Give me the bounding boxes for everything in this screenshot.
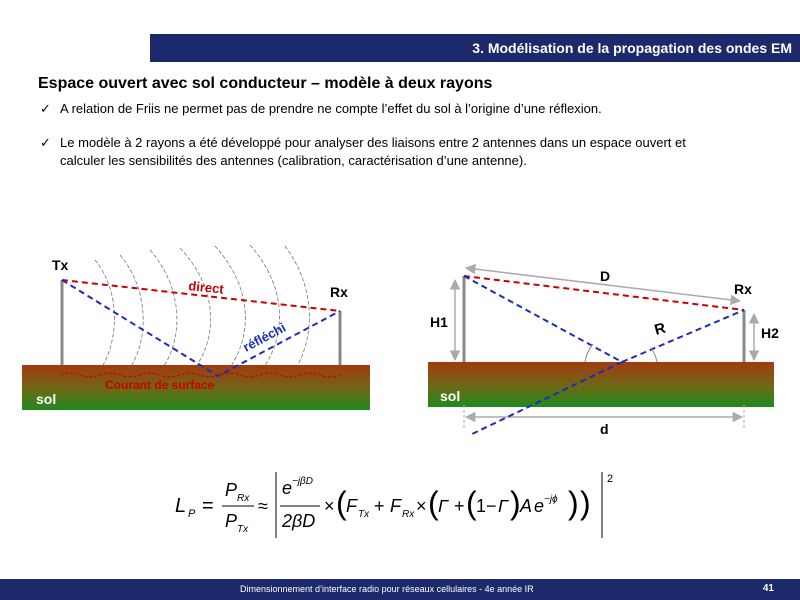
power-two: 2 — [607, 473, 614, 485]
ground-block — [428, 362, 774, 407]
ground-label: sol — [440, 388, 461, 404]
footer-bar — [0, 579, 800, 600]
svg-text:): ) — [580, 485, 591, 521]
bullet-text-line-2: calculer les sensibilités des antennes (calibration, caractérisation d’une antenne). — [60, 153, 527, 168]
ratio-denominator-sub: Tx — [237, 524, 249, 535]
exp2-sup: −jϕ — [544, 494, 558, 505]
f-tx-sub: Tx — [358, 509, 370, 520]
svg-text:(: ( — [466, 485, 477, 521]
direct-label: direct — [187, 278, 225, 297]
exp-numerator-sup: −jβD — [292, 476, 313, 487]
reflected-ray — [464, 276, 744, 362]
ratio-numerator: P — [225, 480, 238, 500]
h1-label: H1 — [430, 314, 448, 330]
one-minus: 1− — [476, 496, 497, 516]
right-diagram — [428, 268, 779, 437]
rx-label: Rx — [330, 284, 348, 300]
formula-lhs: L — [175, 495, 187, 517]
f-rx: F — [390, 496, 401, 516]
path-loss-formula — [170, 470, 630, 540]
ratio-numerator-sub: Rx — [237, 493, 250, 504]
slide-subtitle: Espace ouvert avec sol conducteur – modèle à deux rayons — [38, 75, 493, 92]
section-title: 3. Modélisation de la propagation des ondes EM — [472, 40, 792, 56]
h2-label: H2 — [761, 325, 779, 341]
plus-symbol: + — [374, 496, 385, 516]
svg-text:+: + — [454, 496, 465, 516]
reflected-label: réfléchi — [240, 319, 289, 355]
gamma-symbol: Γ — [498, 496, 509, 516]
svg-text:(: ( — [336, 485, 347, 521]
reflected-ray — [62, 280, 340, 376]
tx-label: Tx — [52, 257, 69, 273]
reflection-angle-arc — [651, 348, 657, 362]
approx-symbol: ≈ — [258, 496, 268, 516]
svg-text:=: = — [202, 495, 214, 517]
exp2-base: e — [534, 496, 545, 516]
check-icon: ✓ — [40, 135, 51, 150]
ground-distance-label: d — [600, 421, 609, 437]
svg-text:): ) — [568, 485, 579, 521]
exp-denominator: 2βD — [282, 511, 316, 531]
check-icon: ✓ — [40, 101, 51, 116]
f-tx: F — [346, 496, 357, 516]
footer-text: Dimensionnement d’interface radio pour réseaux cellulaires - 4e année IR — [240, 584, 534, 594]
svg-text:(: ( — [428, 485, 439, 521]
page-number: 41 — [762, 583, 774, 594]
gamma-symbol: Γ — [438, 496, 449, 516]
distance-d-label: D — [600, 268, 611, 284]
f-rx-sub: Rx — [402, 509, 415, 520]
left-diagram — [22, 245, 370, 410]
svg-text:×: × — [416, 496, 427, 516]
surface-current-label: Courant de surface — [105, 378, 215, 392]
formula-lhs-sub: P — [188, 508, 196, 520]
ratio-denominator: P — [225, 511, 238, 531]
ground-label: sol — [36, 391, 57, 407]
rx-label: Rx — [734, 281, 752, 297]
bullet-text: A relation de Friis ne permet pas de prendre ne compte l’effet du sol à l’origine d’une réflexion. — [60, 101, 602, 116]
bullet-text-line-1: Le modèle à 2 rayons a été développé pour analyser des liaisons entre 2 antennes dans un espace ouvert et — [60, 135, 686, 150]
exp-numerator: e — [282, 478, 293, 498]
a-symbol: A — [520, 496, 533, 516]
svg-text:): ) — [510, 485, 521, 521]
reflected-path-r-label: R — [652, 319, 668, 339]
wavefront-arcs — [95, 245, 309, 382]
incidence-angle-arc — [585, 344, 593, 362]
times-symbol: × — [324, 496, 335, 516]
